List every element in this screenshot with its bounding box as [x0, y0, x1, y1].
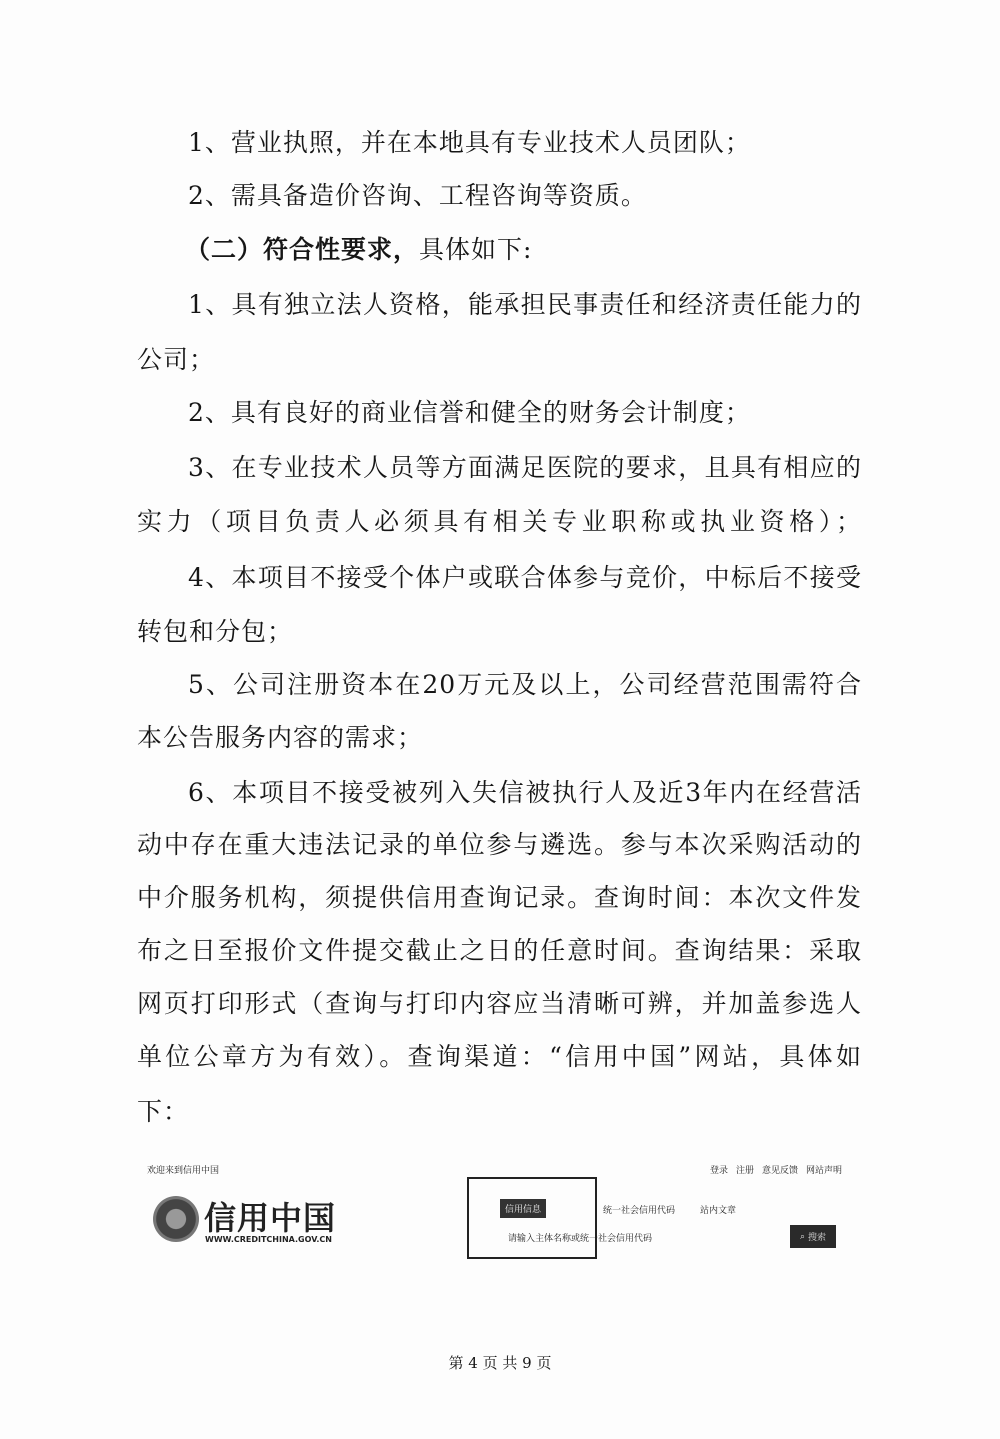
feedback-link: 意见反馈	[762, 1166, 799, 1176]
search-icon: ⌕	[799, 1231, 806, 1242]
text-line: 单位公章方为有效）。查询渠道：“信用中国”网站，具体如	[137, 1042, 862, 1071]
text-line: 1、具有独立法人资格，能承担民事责任和经济责任能力的	[188, 290, 862, 319]
heading-bold: （二）符合性要求，	[185, 235, 420, 264]
text-line: 实力（项目负责人必须具有相关专业职称或执业资格）；	[137, 507, 862, 536]
heading-rest: 具体如下:	[419, 235, 533, 264]
text-line: 公司；	[137, 345, 216, 374]
text-line: 1、营业执照，并在本地具有专业技术人员团队；	[188, 128, 751, 157]
logo-url: WWW.CREDITCHINA.GOV.CN	[205, 1235, 332, 1244]
text-line: 动中存在重大违法记录的单位参与遴选。参与本次采购活动的	[137, 830, 862, 859]
text-line: 2、需具备造价咨询、工程咨询等资质。	[188, 181, 647, 210]
text-line: 本公告服务内容的需求；	[137, 723, 424, 752]
text-line: 转包和分包；	[137, 617, 294, 646]
text-line: 布之日至报价文件提交截止之日的任意时间。查询结果：采取	[137, 936, 862, 965]
search-button-label: 搜索	[808, 1233, 827, 1243]
text-line: 下：	[137, 1097, 190, 1126]
text-line: 5、公司注册资本在20万元及以上，公司经营范围需符合	[188, 670, 862, 699]
text-line: 3、在专业技术人员等方面满足医院的要求，且具有相应的	[188, 453, 862, 482]
text-line: 中介服务机构，须提供信用查询记录。查询时间：本次文件发	[137, 883, 862, 912]
tab-credit-info: 信用信息	[500, 1199, 546, 1218]
page-footer: 第 4 页 共 9 页	[448, 1354, 552, 1372]
welcome-text: 欢迎来到信用中国	[147, 1166, 220, 1176]
statement-link: 网站声明	[806, 1166, 843, 1176]
text-line: 2、具有良好的商业信誉和健全的财务会计制度；	[188, 398, 751, 427]
logo-title: 信用中国	[204, 1199, 337, 1237]
login-link: 登录	[710, 1166, 729, 1176]
top-links	[710, 1163, 842, 1176]
text-line: 网页打印形式（查询与打印内容应当清晰可辨，并加盖参选人	[137, 989, 862, 1018]
text-line: 4、本项目不接受个体户或联合体参与竞价，中标后不接受	[188, 563, 862, 592]
tab-articles: 站内文章	[700, 1206, 737, 1216]
highlight-box	[467, 1177, 597, 1259]
search-input-placeholder: 请输入主体名称或统一社会信用代码	[508, 1234, 653, 1244]
section-heading	[185, 235, 859, 265]
tab-credit-code: 统一社会信用代码	[603, 1206, 676, 1216]
search-button	[790, 1225, 836, 1248]
text-line: 6、本项目不接受被列入失信被执行人及近3年内在经营活	[188, 778, 862, 807]
national-emblem-icon	[153, 1196, 199, 1242]
register-link: 注册	[736, 1166, 755, 1176]
